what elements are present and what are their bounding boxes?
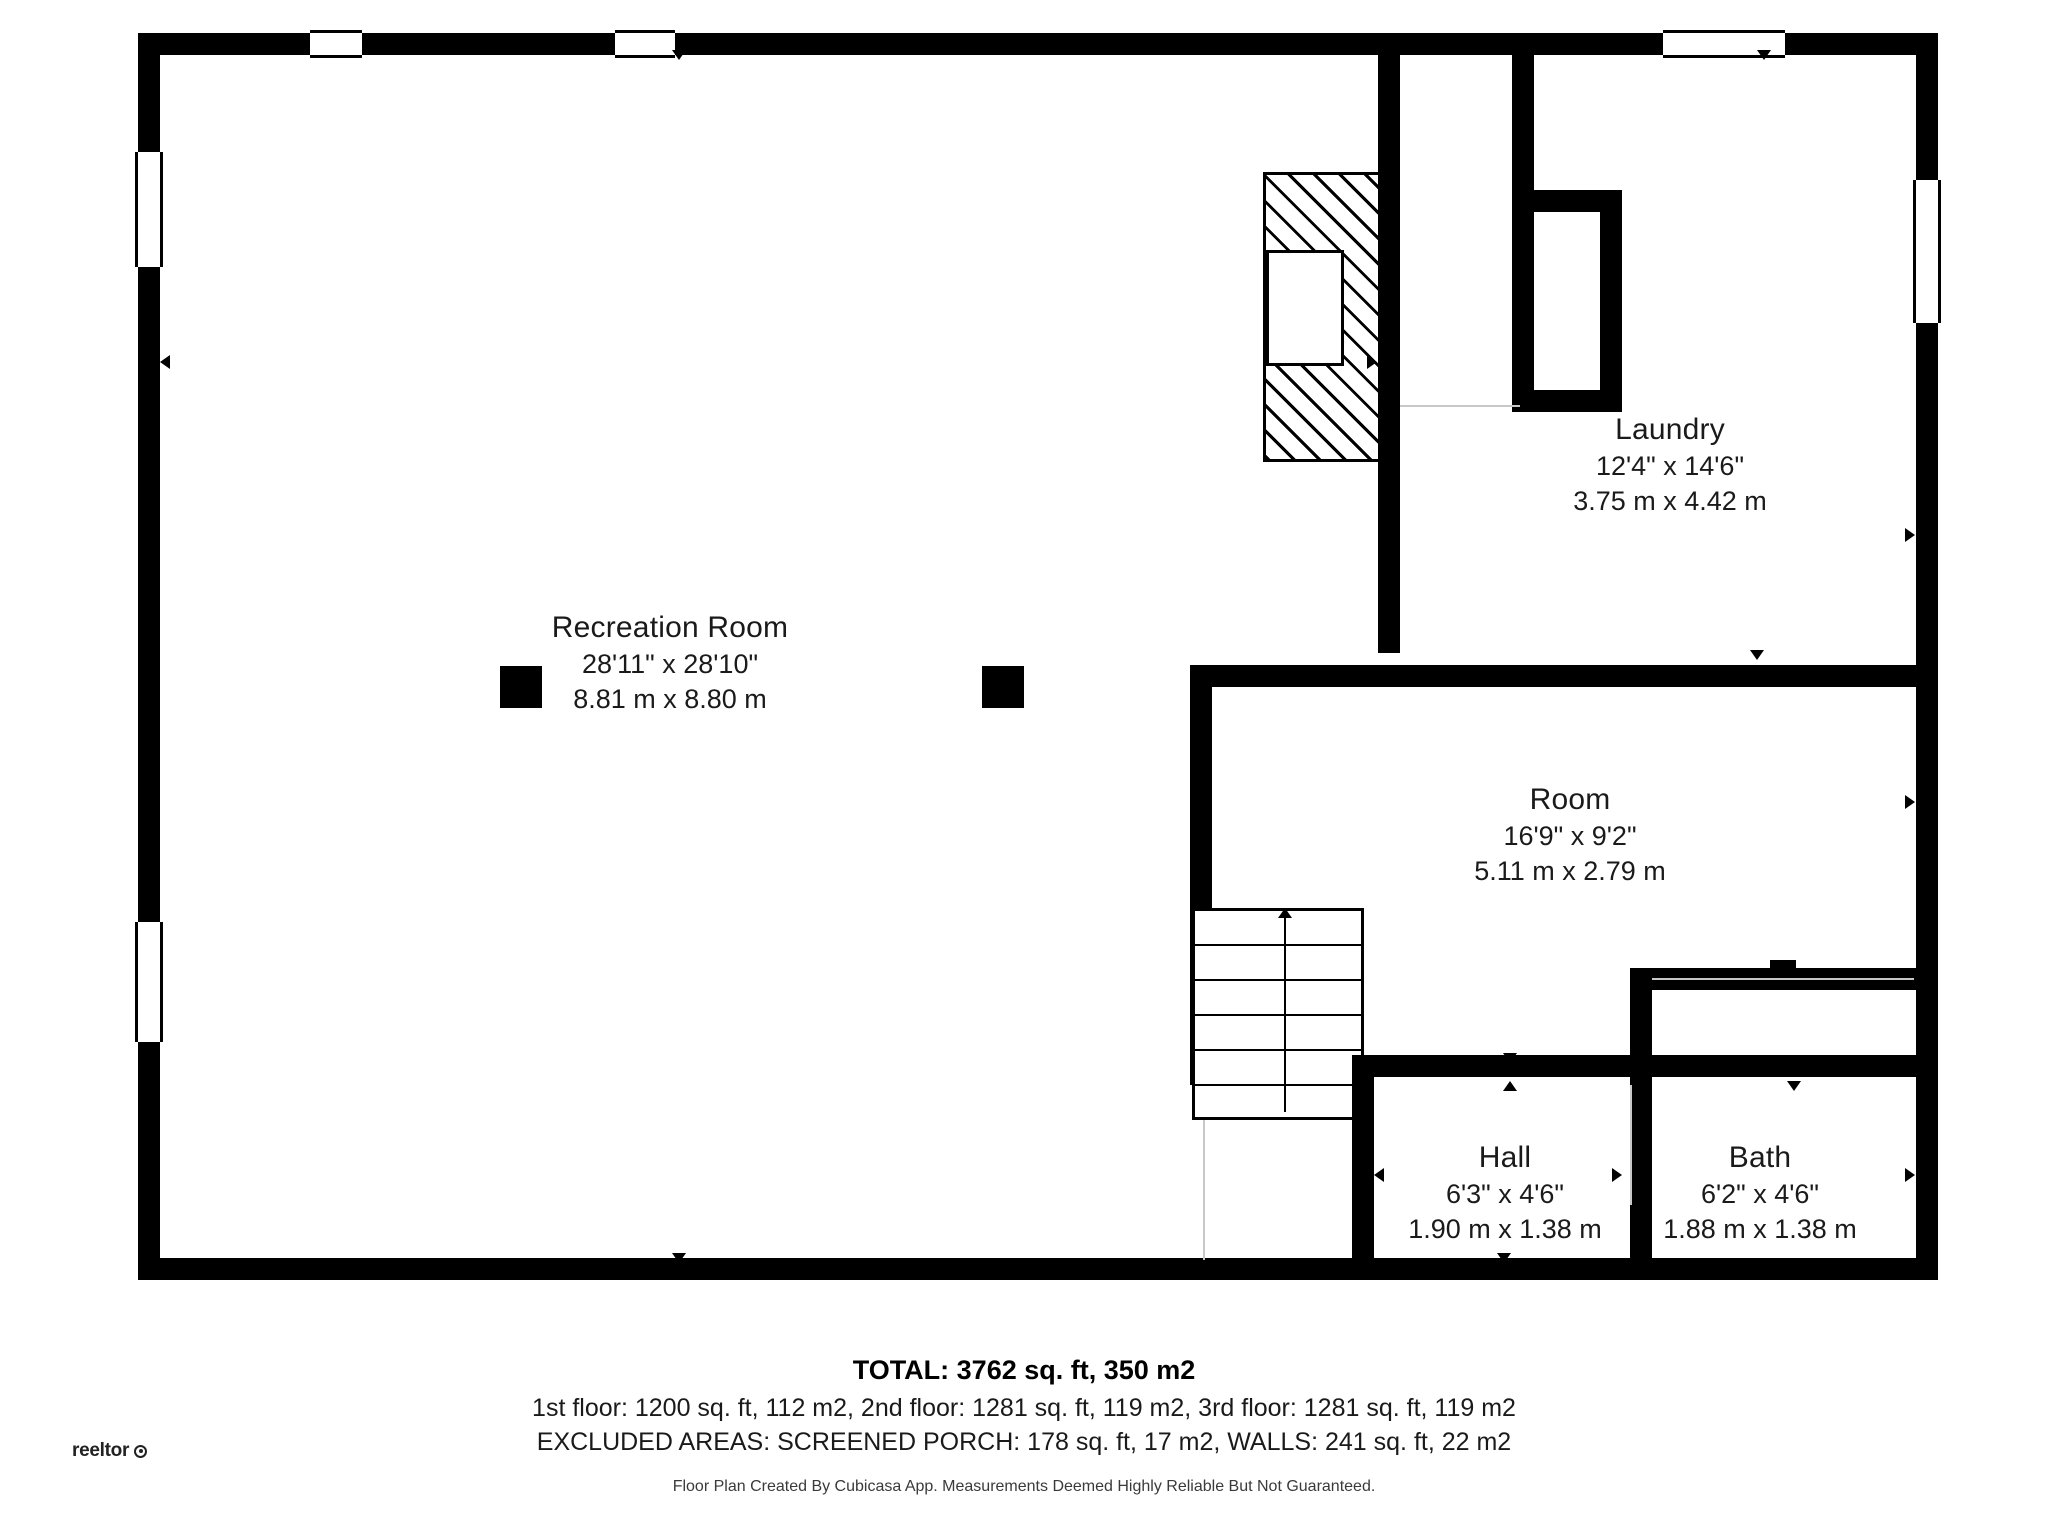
door-arrow-mech bbox=[1367, 355, 1377, 369]
room-dimensions-metric: 3.75 m x 4.42 m bbox=[1573, 486, 1767, 517]
window-top-left bbox=[310, 30, 362, 58]
room-label-room bbox=[1370, 780, 1770, 889]
interior-wall-closet-right bbox=[1600, 190, 1622, 406]
room-name: Hall bbox=[1478, 1141, 1532, 1174]
room-dimensions-imperial: 6'3" x 4'6" bbox=[1445, 1179, 1565, 1209]
interior-wall-hall-top bbox=[1374, 1055, 1560, 1077]
exterior-wall-bottom bbox=[138, 1258, 1938, 1280]
window-left-upper bbox=[135, 152, 163, 267]
wall-stub-bath bbox=[1770, 960, 1796, 978]
room-name: Bath bbox=[1728, 1141, 1792, 1174]
interior-wall-bath-top bbox=[1560, 1055, 1938, 1077]
plan-credit-text: Floor Plan Created By Cubicasa App. Measurements Deemed Highly Reliable But Not Guaranteed. bbox=[672, 1477, 1376, 1495]
door-arrow-laundry-left bbox=[1388, 529, 1398, 543]
stair-tread bbox=[1192, 944, 1364, 946]
total-area-text: TOTAL: 3762 sq. ft, 350 m2 bbox=[852, 1355, 1196, 1385]
opening-line-bath bbox=[1652, 978, 1914, 980]
stair-tread bbox=[1192, 979, 1364, 981]
window-left-lower bbox=[135, 922, 163, 1042]
door-arrow-room-top2 bbox=[1505, 672, 1519, 682]
registered-circle-icon bbox=[134, 1445, 147, 1458]
room-label-laundry bbox=[1460, 410, 1880, 519]
door-arrow-hall-bottom bbox=[1497, 1253, 1511, 1263]
door-arrow-room-right bbox=[1905, 795, 1915, 809]
room-dimensions-metric: 1.88 m x 1.38 m bbox=[1663, 1214, 1857, 1245]
door-arrow-room-left bbox=[1200, 795, 1210, 809]
window-top-mid bbox=[615, 30, 675, 58]
stair-tread bbox=[1192, 1084, 1364, 1086]
logo-wordmark: reeltor bbox=[72, 1440, 130, 1461]
column-post-right bbox=[982, 666, 1024, 708]
floor-breakdown-text: 1st floor: 1200 sq. ft, 112 m2, 2nd floor: 1281 sq. ft, 119 m2, 3rd floor: 1281 sq. ft, 119 m2 bbox=[532, 1394, 1516, 1422]
room-name: Room bbox=[1529, 783, 1611, 816]
room-dimensions-imperial: 16'9" x 9'2" bbox=[1503, 821, 1637, 851]
stair-tread bbox=[1192, 1014, 1364, 1016]
stair-shaft-line bbox=[1203, 1120, 1205, 1260]
excluded-areas-text: EXCLUDED AREAS: SCREENED PORCH: 178 sq. ft, 17 m2, WALLS: 241 sq. ft, 22 m2 bbox=[536, 1427, 1512, 1456]
room-dimensions-imperial: 6'2" x 4'6" bbox=[1700, 1179, 1820, 1209]
door-arrow-laundry-right bbox=[1905, 528, 1915, 542]
interior-wall-laundry-left-lower bbox=[1512, 190, 1534, 412]
door-arrow-bath-top bbox=[1787, 1081, 1801, 1091]
door-arrow-hall-b bbox=[1503, 1081, 1517, 1091]
interior-wall-laundry-left bbox=[1512, 33, 1534, 193]
room-name: Laundry bbox=[1615, 413, 1725, 446]
interior-wall-room-top bbox=[1190, 665, 1938, 687]
room-dimensions-metric: 5.11 m x 2.79 m bbox=[1474, 856, 1666, 887]
room-label-recreation-room bbox=[420, 608, 920, 717]
mechanical-inner-void bbox=[1266, 250, 1344, 366]
stair-up-arrow-icon bbox=[1278, 908, 1292, 918]
opening-line-closet bbox=[1400, 405, 1520, 407]
stair-tread bbox=[1192, 1049, 1364, 1051]
plan-summary-footer bbox=[0, 1355, 2048, 1496]
door-arrow-hall-a bbox=[1503, 1053, 1517, 1063]
realtor-logo bbox=[72, 1440, 147, 1462]
door-arrow-west-wall bbox=[160, 355, 170, 369]
room-dimensions-metric: 1.90 m x 1.38 m bbox=[1408, 1214, 1602, 1245]
interior-wall-rec-right bbox=[1378, 33, 1400, 653]
door-arrow-top-mid bbox=[672, 50, 686, 60]
window-right-upper bbox=[1913, 180, 1941, 323]
room-label-bath bbox=[1560, 1138, 1960, 1247]
room-name: Recreation Room bbox=[551, 611, 789, 644]
door-arrow-bottom-wall bbox=[672, 1253, 686, 1263]
room-dimensions-imperial: 28'11" x 28'10" bbox=[581, 649, 759, 679]
stair-direction-line bbox=[1284, 916, 1286, 1112]
door-arrow-room-top bbox=[1750, 650, 1764, 660]
room-dimensions-imperial: 12'4" x 14'6" bbox=[1595, 451, 1745, 481]
room-dimensions-metric: 8.81 m x 8.80 m bbox=[573, 684, 767, 715]
door-arrow-top-right bbox=[1757, 50, 1771, 60]
